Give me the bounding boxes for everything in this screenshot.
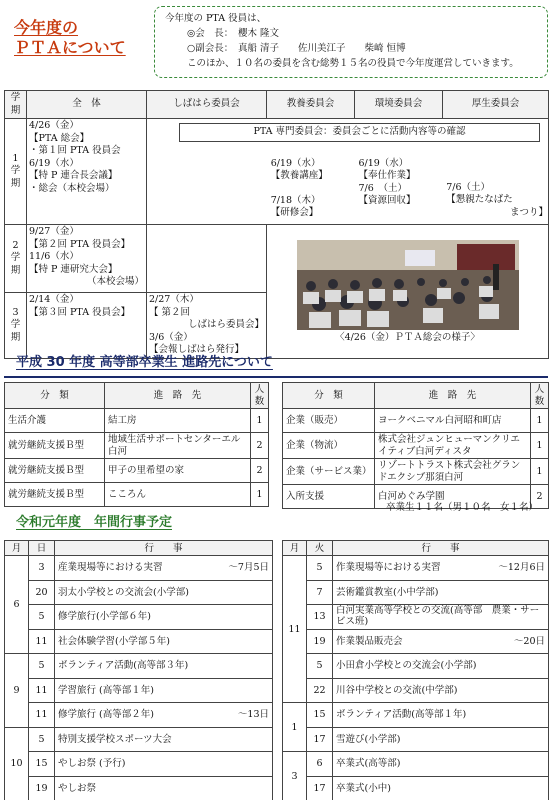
term1-kyoyo [267, 158, 355, 220]
schedule-line: 【 第２回 [149, 306, 191, 318]
schedule-line: 7/18（木） [270, 194, 321, 206]
event-extra: ～12月6日 [498, 562, 545, 574]
grad-dest: 株式会社ジュンヒューマンクリエイティブ白河ディスタ [375, 433, 531, 459]
table-row [283, 605, 549, 630]
event-name: 卒業式(小中) [336, 782, 391, 794]
schedule-line: 6/19（水） [29, 157, 79, 169]
event-name: ボランティア活動(高等部３年) [58, 660, 189, 672]
schedule-line: 3/6（金） [149, 331, 193, 343]
officers-note: このほか、１０名の委員を含む総勢１５名の役員で今年度運営していきます。 [187, 58, 519, 69]
events-header: 行 事 [55, 541, 273, 556]
event-cell [333, 703, 549, 728]
schedule-line: 2/27（木） [149, 294, 199, 305]
officers-vice-chair: ○副会長： 真船 清子 佐川美江子 柴崎 恒博 [187, 43, 406, 54]
event-cell [333, 654, 549, 679]
schedule-line: 【教養講座】 [270, 170, 328, 181]
table-row [5, 580, 273, 605]
graduates-table-left [4, 382, 269, 507]
event-name: 白河実業高等学校との交流(高等部 農業・サービス班) [336, 605, 540, 627]
event-cell [333, 629, 549, 654]
schedule-header: 全 体 [27, 91, 147, 119]
term2-shibahara [147, 225, 267, 293]
event-name: 川谷中学校との交流(中学部) [336, 684, 458, 696]
schedule-line: 【特 P 連合長会議】 [29, 170, 118, 181]
spacer [271, 183, 355, 195]
grad-dest: 甲子の里希望の家 [105, 459, 251, 483]
term-label-part: 学 [10, 252, 21, 264]
schedule-line: 【特 P 連研究大会】 [29, 263, 118, 275]
event-month: 3 [283, 752, 307, 800]
term-label-part: 期 [10, 331, 21, 343]
term1-kankyo [354, 158, 442, 220]
term1-all [27, 119, 147, 225]
graduates-header: 進 路 先 [375, 383, 531, 409]
schedule-line: 2/14（金） [29, 294, 79, 305]
grad-category: 就労継続支援Ｂ型 [5, 483, 105, 507]
event-name: 学習旅行 (高等部１年) [58, 684, 154, 696]
table-row [5, 654, 273, 679]
term2-label [5, 225, 27, 293]
table-row [283, 678, 549, 703]
table-row [283, 629, 549, 654]
event-name: 社会体験学習(小学部５年) [58, 635, 170, 647]
schedule-line: 【研修会】 [270, 207, 319, 218]
events-header: 日 [29, 541, 55, 556]
schedule-line: 【第２回 PTA 役員会】 [29, 238, 131, 250]
term3-all [27, 293, 147, 359]
table-row [283, 580, 549, 605]
schedule-header: 教養委員会 [267, 91, 355, 119]
expert-committee-note: PTA 専門委員会：委員会ごとに活動内容等の確認 [179, 123, 540, 142]
grad-category: 生活介護 [5, 409, 105, 433]
term-label-part: 2 [12, 239, 19, 251]
table-row [5, 483, 269, 507]
events-table-right [282, 540, 549, 800]
table-row [283, 752, 549, 777]
event-name: 修学旅行 (高等部２年) [58, 709, 154, 721]
section-divider [4, 376, 548, 378]
event-cell [333, 580, 549, 605]
graduates-header: 進 路 先 [105, 383, 251, 409]
schedule-line: 【懇親たなばた [446, 194, 513, 205]
term1-shibahara [147, 158, 267, 220]
term-label-part: 期 [10, 264, 21, 276]
event-day: 5 [307, 654, 333, 679]
term-label-part: 学 [10, 165, 21, 177]
graduates-header: 分 類 [283, 383, 375, 409]
table-row [5, 556, 273, 581]
grad-count: 2 [531, 485, 549, 509]
term3-shibahara [147, 293, 267, 359]
term1-committees [147, 119, 549, 225]
graduates-header: 人数 [531, 383, 549, 409]
events-header-row [5, 541, 273, 556]
event-name: やしお祭 (予行) [58, 758, 126, 770]
event-day: 17 [307, 727, 333, 752]
schedule-line: 9/27（金） [29, 226, 79, 237]
pta-schedule-table [4, 90, 549, 359]
table-row [283, 703, 549, 728]
event-day: 19 [29, 776, 55, 800]
pta-header [4, 6, 548, 80]
event-name: 小田倉小学校との交流会(小学部) [336, 660, 477, 672]
schedule-line: 6/19（水） [270, 157, 321, 169]
event-name: 産業現場等における実習 [58, 562, 163, 574]
table-row [283, 433, 549, 459]
event-name: 芸術鑑賞教室(小中学部) [336, 586, 439, 598]
term-label-part: 1 [12, 152, 19, 164]
event-day: 11 [29, 629, 55, 654]
schedule-line: 7/6（土） [446, 181, 491, 193]
grad-count: 1 [531, 433, 549, 459]
pta-title-line2: ＰＴＡについて [14, 38, 126, 57]
term2-all [27, 225, 147, 293]
term1-label [5, 119, 27, 225]
schedule-line: 7/6 （土） [358, 182, 408, 194]
event-name: 作業製品販売会 [336, 635, 403, 647]
schedule-line: 【第３回 PTA 役員会】 [29, 306, 131, 318]
graduates-header: 分 類 [5, 383, 105, 409]
term-label-part: 期 [10, 177, 21, 189]
event-name: やしお祭 [58, 782, 97, 794]
event-cell [333, 678, 549, 703]
event-cell [333, 727, 549, 752]
event-day: 6 [307, 752, 333, 777]
event-extra: ～13日 [237, 709, 269, 721]
event-cell [333, 605, 549, 630]
event-cell [333, 752, 549, 777]
grad-dest: 白河めぐみ学園 [375, 485, 531, 509]
events-table-left [4, 540, 273, 800]
grad-category: 企業（サービス業） [283, 459, 375, 485]
events-header: 火 [307, 541, 333, 556]
schedule-line: 【会報しばはら発行】 [149, 344, 245, 355]
event-name: 雪遊び(小学部) [336, 733, 401, 745]
event-day: 7 [307, 580, 333, 605]
grad-count: 1 [531, 409, 549, 433]
event-name: 特別支援学校スポーツ大会 [58, 733, 172, 745]
grad-category: 企業（販売） [283, 409, 375, 433]
event-cell [55, 654, 273, 679]
pta-section-title [14, 18, 126, 58]
schedule-line: ・第１回 PTA 役員会 [29, 145, 121, 156]
event-cell [333, 556, 549, 581]
event-month: 1 [283, 703, 307, 752]
schedule-header: 学期 [5, 91, 27, 119]
grad-category: 就労継続支援Ｂ型 [5, 433, 105, 459]
event-month: 10 [5, 727, 29, 800]
schedule-line: 【資源回収】 [358, 195, 416, 206]
event-day: 22 [307, 678, 333, 703]
event-day: 5 [29, 605, 55, 630]
schedule-header: しばはら委員会 [147, 91, 267, 119]
table-row [283, 776, 549, 800]
term2-row [5, 225, 549, 293]
table-row [5, 605, 273, 630]
schedule-line: 【奉仕作業】 [358, 170, 416, 181]
schedule-line: 【PTA 総会】 [29, 132, 90, 144]
event-cell [55, 605, 273, 630]
grad-count: 2 [251, 433, 269, 459]
grad-count: 1 [531, 459, 549, 485]
event-cell [55, 703, 273, 728]
term-label-part: 3 [12, 306, 19, 318]
schedule-line: ・総会（本校会場） [29, 182, 115, 194]
event-name: 羽太小学校との交流会(小学部) [58, 586, 189, 598]
event-extra: ～7月5日 [228, 562, 269, 574]
event-day: 11 [29, 703, 55, 728]
table-row [5, 459, 269, 483]
event-day: 5 [29, 654, 55, 679]
graduates-header: 人数 [251, 383, 269, 409]
event-cell [55, 629, 273, 654]
event-cell [55, 580, 273, 605]
grad-dest: ヨークベニマル白河昭和町店 [375, 409, 531, 433]
table-row [283, 654, 549, 679]
table-row [283, 556, 549, 581]
schedule-header: 厚生委員会 [443, 91, 549, 119]
schedule-line: 11/6（水） [29, 251, 79, 262]
table-row [5, 678, 273, 703]
graduates-header-row [283, 383, 549, 409]
event-day: 15 [307, 703, 333, 728]
graduates-section-title: 平成 30 年度 高等部卒業生 進路先について [16, 355, 273, 370]
photo-cell [267, 225, 549, 359]
grad-dest: 結工房 [105, 409, 251, 433]
event-cell [55, 678, 273, 703]
event-extra: ～20日 [513, 635, 545, 647]
event-name: ボランティア活動(高等部１年) [336, 709, 467, 721]
event-day: 17 [307, 776, 333, 800]
pta-title-line1: 今年度の [14, 18, 79, 37]
grad-count: 1 [251, 483, 269, 507]
term-label-part: 学 [10, 319, 21, 330]
event-name: 修学旅行(小学部６年) [58, 611, 151, 623]
grad-category: 入所支援 [283, 485, 375, 509]
table-row [283, 727, 549, 752]
event-cell [55, 776, 273, 800]
events-header: 行 事 [333, 541, 549, 556]
schedule-line: 4/26（金） [29, 120, 79, 131]
events-section-title: 令和元年度 年間行事予定 [16, 515, 173, 530]
pta-officers-box [154, 6, 548, 78]
grad-count: 2 [251, 459, 269, 483]
event-cell [55, 727, 273, 752]
schedule-line: まつり】 [509, 206, 548, 218]
schedule-line: 6/19（水） [358, 157, 409, 169]
table-row [5, 752, 273, 777]
event-day: 5 [307, 556, 333, 581]
event-month: 9 [5, 654, 29, 728]
event-cell [55, 556, 273, 581]
table-row [5, 727, 273, 752]
events-header: 月 [283, 541, 307, 556]
event-day: 3 [29, 556, 55, 581]
grad-category: 就労継続支援Ｂ型 [5, 459, 105, 483]
event-day: 11 [29, 678, 55, 703]
event-cell [333, 776, 549, 800]
grad-count: 1 [251, 409, 269, 433]
pta-meeting-photo [297, 240, 519, 330]
schedule-header: 環境委員会 [355, 91, 443, 119]
table-row [5, 629, 273, 654]
table-row [5, 433, 269, 459]
grad-dest: 地域生活サポートセンターエル白河 [105, 433, 251, 459]
officers-intro: 今年度の PTA 役員は、 [165, 13, 267, 24]
table-row [5, 776, 273, 800]
table-row [283, 459, 549, 485]
officers-chair: ◎会 長： 櫻木 隆文 [187, 28, 280, 39]
event-name: 作業現場等における実習 [336, 562, 441, 574]
table-row [5, 703, 273, 728]
table-row [5, 409, 269, 433]
schedule-header-row [5, 91, 549, 119]
events-header: 月 [5, 541, 29, 556]
term3-label [5, 293, 27, 359]
table-row [283, 409, 549, 433]
grad-dest: こころん [105, 483, 251, 507]
event-day: 5 [29, 727, 55, 752]
term1-kosei [442, 158, 548, 220]
grad-category: 企業（物流） [283, 433, 375, 459]
grad-dest: リゾートトラスト株式会社グランドエクシブ那須白河 [375, 459, 531, 485]
event-day: 19 [307, 629, 333, 654]
term1-committee-columns [147, 158, 548, 220]
graduates-total: 卒業生１１名（男１０名 女１名） [385, 502, 538, 513]
event-day: 20 [29, 580, 55, 605]
event-name: 卒業式(高等部) [336, 758, 401, 770]
event-cell [55, 752, 273, 777]
schedule-line: しばはら委員会】 [187, 319, 264, 330]
event-day: 13 [307, 605, 333, 630]
term1-row [5, 119, 549, 225]
graduates-header-row [5, 383, 269, 409]
events-header-row [283, 541, 549, 556]
event-month: 11 [283, 556, 307, 703]
event-month: 6 [5, 556, 29, 654]
schedule-line: （本校会場） [86, 276, 144, 287]
photo-caption: 〈4/26（金）ＰＴＡ総会の様子〉 [335, 332, 480, 343]
graduates-table-right [282, 382, 549, 509]
event-day: 15 [29, 752, 55, 777]
